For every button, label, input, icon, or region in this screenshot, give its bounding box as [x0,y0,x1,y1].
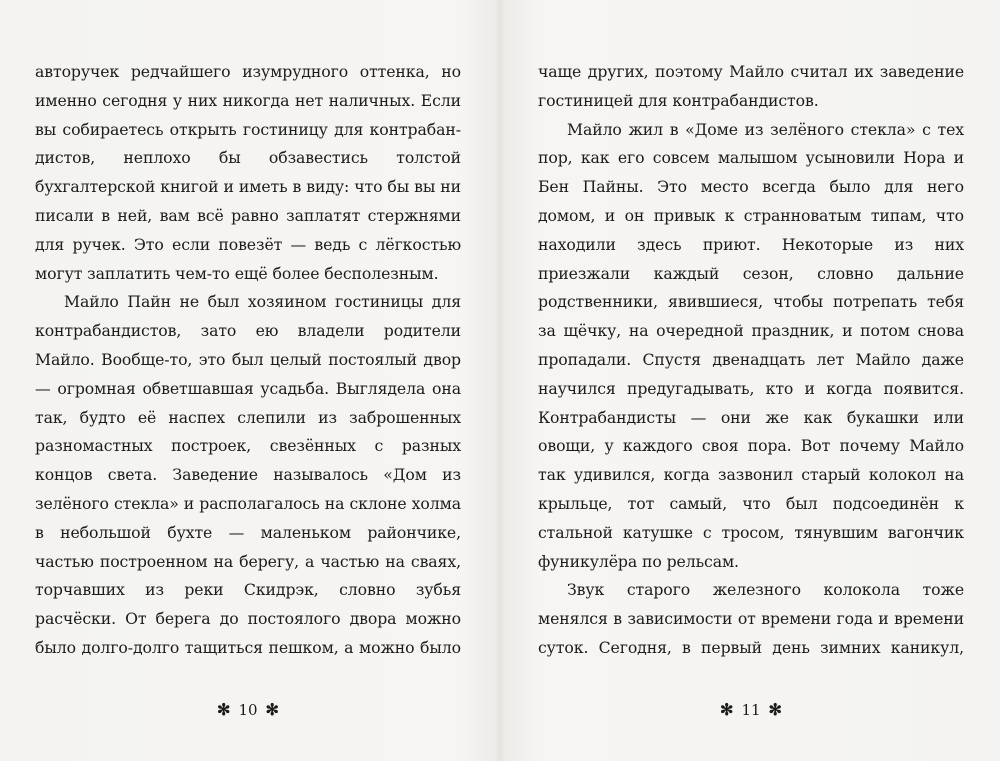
right-paragraph-1: чаще других, поэтому Майло считал их заведение гостиницей для контрабандистов. [538,62,964,110]
left-page-text [35,58,461,668]
left-page-folio [35,700,461,720]
asterisk-ornament-icon: ✻ [217,700,231,719]
right-paragraph-2: Майло жил в «Доме из зелёного стекла» с тех пор, как его совсем малышом усыновили Нора и Бен Пайны. Это место всегда было для него домом, и он привык к странноватым типам, что находили здесь приют. Некоторые из них приезжали каждый сезон, словно дальние родственники, явившиеся, чтобы потрепать тебя за щёчку, на очередной праздник, и потом снова пропадали. Спустя двенадцать лет Майло даже научился предугадывать, кто и когда появится. Контрабандисты — они же как букашки или овощи, у каждого своя пора. Вот почему Майло так удивился, когда зазвонил старый колокол на крыльце, тот самый, что был подсоединён к стальной катушке с тросом, тянувшим вагончик фуникулёра по рельсам. [538,119,964,571]
right-page-number: 11 [741,701,761,719]
left-paragraph-1: авторучек редчайшего изумрудного оттенка, но именно сегодня у них никогда нет наличных. Если вы собираетесь открыть гостиницу для контрабандистов, неплохо бы обзавестись толстой бухгалтерской книгой и иметь в виду: что бы вы ни писали в ней, вам всё равно заплатят стержнями для ручек. Это если повезёт — ведь с лёгкостью могут заплатить чем-то ещё более бесполезным. [35,62,461,283]
left-paragraph-2: Майло Пайн не был хозяином гостиницы для контрабандистов, зато ею владели родители Майло. Вообще-то, это был целый постоялый двор — огромная обветшавшая усадьба. Выглядела она так, будто её наспех слепили из заброшенных разномастных построек, свезённых с разных концов света. Заведение называлось «Дом из зелёного стекла» и располагалось на склоне холма в небольшой бухте — маленьком райончике, частью построенном на берегу, а частью на сваях, торчавших из реки Скидрэк, словно зубья расчёски. От берега до постоялого двора можно было долго-долго тащиться пешком, а можно было [35,292,461,657]
right-page-text [538,58,964,668]
right-page [538,58,964,668]
left-page [35,58,461,668]
left-page-number: 10 [238,701,258,719]
right-paragraph-3: Звук старого железного колокола тоже менялся в зависимости от времени года и времени суток. Сегодня, в первый день зимних каникул, [538,580,964,657]
asterisk-ornament-icon: ✻ [720,700,734,719]
asterisk-ornament-icon: ✻ [265,700,279,719]
right-page-folio [538,700,964,720]
asterisk-ornament-icon: ✻ [768,700,782,719]
